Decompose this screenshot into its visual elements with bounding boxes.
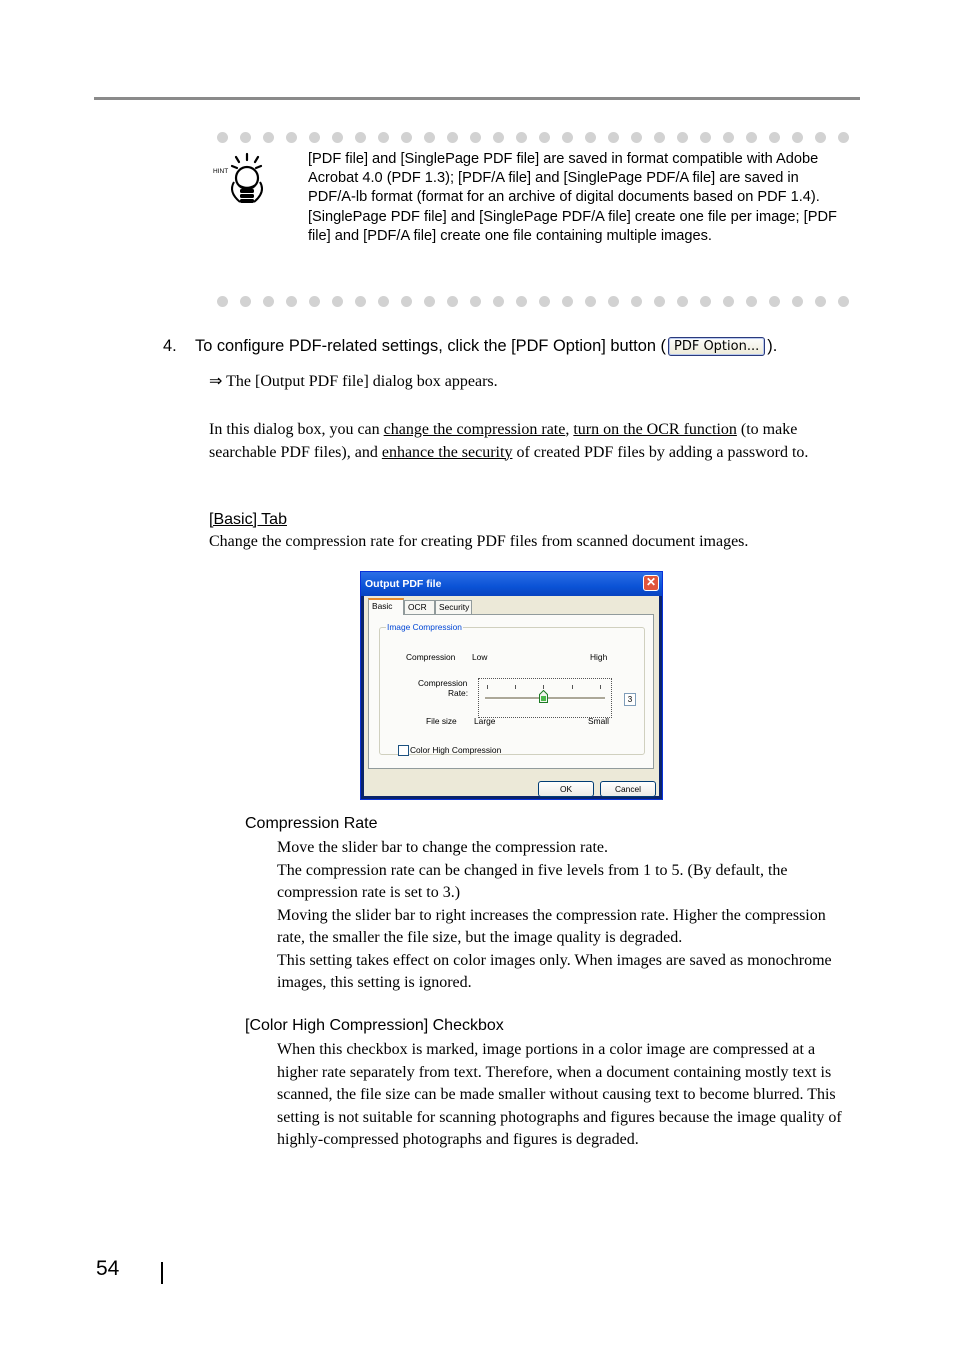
rate-label-line2: Rate: xyxy=(448,688,469,698)
slider-thumb-icon[interactable] xyxy=(539,690,548,703)
hint-bulb-icon xyxy=(212,152,272,212)
close-icon[interactable]: ✕ xyxy=(643,575,659,591)
link-turn-on-ocr[interactable]: turn on the OCR function xyxy=(573,421,737,438)
step-text-end: ). xyxy=(767,337,778,355)
dialog-title: Output PDF file xyxy=(365,578,442,590)
filesize-label: File size xyxy=(426,716,457,726)
basic-tab-description: Change the compression rate for creating PDF files from scanned document images. xyxy=(209,533,749,550)
high-label: High xyxy=(590,652,608,662)
rate-value: 3 xyxy=(624,693,636,706)
hint-paragraph: [SinglePage PDF file] and [SinglePage PDF/A file] create one file per image; [PDF file] and [PDF/A file] create one file containing multiple images. xyxy=(308,208,837,244)
rate-label-line1: Compression xyxy=(418,678,468,688)
page-number: 54 xyxy=(96,1257,120,1280)
tab-ocr[interactable]: OCR xyxy=(404,600,435,614)
tab-security[interactable]: Security xyxy=(435,600,472,614)
compression-rate-body: Move the slider bar to change the compression rate. The compression rate can be changed in five levels from 1 to 5. (By default, the compression rate is set to 3.) Moving the slider bar to right increases the compression rate. Higher the compression rate, the smaller the file size, but the image quality is degraded. This setting takes effect on color images only. When images are saved as monochrome images, this setting is ignored. xyxy=(277,839,832,991)
basic-tab-heading[interactable]: [Basic] Tab xyxy=(209,511,287,528)
intro-paragraph: In this dialog box, you can change the compression rate, turn on the OCR function (to make searchable PDF files), and enhance the security of created PDF files by adding a password to. xyxy=(209,421,809,461)
hint-top-divider xyxy=(217,132,849,144)
basic-panel xyxy=(368,614,654,769)
link-enhance-security[interactable]: enhance the security xyxy=(381,443,513,461)
color-high-compression-label: Color High Compression xyxy=(410,745,502,755)
hint-paragraph: [PDF file] and [SinglePage PDF file] are saved in format compatible with Adobe Acrobat 4.0 (PDF 1.3); [PDF/A file] and [SinglePage PDF/A file] are saved in PDF/A-lb format (format for an archive of digital documents based on PDF 1.4). xyxy=(308,151,820,206)
group-label: Image Compression xyxy=(387,622,462,632)
cancel-button[interactable]: Cancel xyxy=(600,781,656,797)
step-text: To configure PDF-related settings, click the [PDF Option] button ( xyxy=(195,337,666,355)
color-high-compression-heading: [Color High Compression] Checkbox xyxy=(245,1017,504,1034)
compression-slider[interactable] xyxy=(478,678,612,718)
hint-text xyxy=(308,150,848,246)
step-number: 4. xyxy=(163,337,177,355)
compression-rate-heading: Compression Rate xyxy=(245,815,378,832)
step-4 xyxy=(163,337,777,356)
low-label: Low xyxy=(472,652,488,662)
result-text: ⇒ The [Output PDF file] dialog box appears. xyxy=(209,373,498,390)
hint-bottom-divider xyxy=(217,296,849,308)
color-high-compression-checkbox[interactable] xyxy=(398,745,409,756)
image-compression-group xyxy=(379,622,645,755)
link-change-compression-rate[interactable]: change the compression rate xyxy=(383,421,566,438)
hint-icon-label: HINT xyxy=(213,168,229,175)
page-number-divider xyxy=(161,1262,163,1284)
pdf-option-button-image: PDF Option... xyxy=(668,337,765,356)
ok-button[interactable]: OK xyxy=(538,781,594,797)
small-label: Small xyxy=(588,716,609,726)
color-high-compression-body: When this checkbox is marked, image portions in a color image are compressed at a higher rate separately from text. Therefore, when a document containing mostly text is scanned, the file size can be made smaller without causing text to become blurred. This setting is not suitable for scanning photographs and figures because the image quality of highly-compressed photographs and figures is degraded. xyxy=(277,1041,842,1148)
large-label: Large xyxy=(474,716,496,726)
top-rule xyxy=(94,97,860,100)
tab-basic[interactable]: Basic xyxy=(368,598,404,615)
output-pdf-dialog xyxy=(360,571,663,800)
dialog-title-bar xyxy=(361,572,662,596)
dialog-body xyxy=(364,596,659,796)
compression-label: Compression xyxy=(406,652,456,662)
